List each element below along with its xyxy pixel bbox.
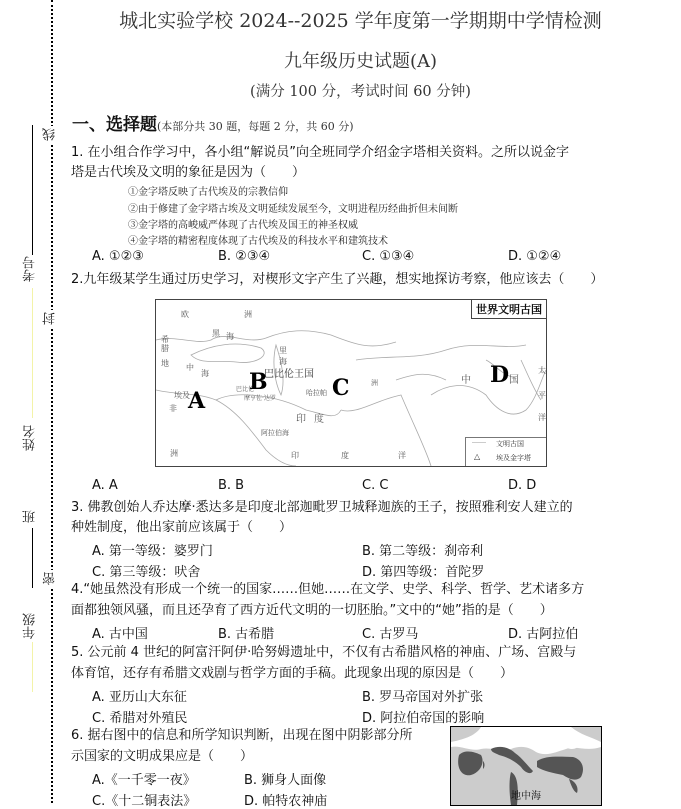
map-letter-b: B (249, 369, 268, 395)
option-b[interactable]: B. 古希腊 (218, 627, 275, 642)
map-label: 非 (169, 404, 177, 413)
question-text: 1. 在小组合作学习中，各小组“解说员”向全班同学介绍金字塔相关资料。之所以说金字 (71, 145, 570, 160)
option-a[interactable]: A. ①②③ (92, 249, 144, 264)
map-label: 海 (226, 332, 234, 341)
mediterranean-map (450, 726, 602, 806)
map-label: 平 (538, 391, 546, 400)
option-b[interactable]: B. 第二等级：刹帝利 (362, 544, 484, 559)
map-label: 度 (314, 414, 324, 425)
map-legend (465, 437, 546, 466)
statement: ④金字塔的精密程度体现了古代埃及的科技水平和建筑技术 (128, 236, 388, 247)
exam-subtitle: 九年级历史试题(A) (283, 51, 438, 72)
option-a[interactable]: A. A (92, 478, 118, 493)
question-text: 示国家的文明成果应是（ ） (71, 749, 254, 764)
option-c[interactable]: C. ①③④ (362, 249, 415, 264)
statement: ①金字塔反映了古代埃及的宗教信仰 (128, 187, 288, 198)
question-text: 2.九年级某学生通过历史学习，对楔形文字产生了兴趣，想实地探访考察，他应该去（ ） (71, 272, 604, 287)
map-label: 度 (341, 451, 349, 460)
legend-civilization: 文明古国 (496, 440, 524, 448)
option-c[interactable]: C. C (362, 478, 389, 493)
bind-mark-line: 线 (43, 128, 58, 141)
question-text: 5. 公元前 4 世纪的阿富汗阿伊·哈努姆遗址中，不仅有古希腊风格的神庙、广场、宫殿与 (71, 645, 577, 660)
question-text: 4.“她虽然没有形成一个统一的国家……但她……在文学、史学、科学、哲学、艺术诸多方 (71, 582, 585, 597)
map-title: 世界文明古国 (471, 300, 546, 319)
map-label: 阿拉伯海 (261, 429, 289, 437)
world-civilizations-map (155, 299, 547, 467)
map-label: 巴比伦 (236, 386, 255, 393)
statement: ③金字塔的高峻威严体现了古代埃及国王的神圣权威 (128, 220, 358, 231)
mediterranean-label: 地中海 (511, 791, 541, 802)
legend-pyramid: 埃及金字塔 (496, 454, 531, 462)
question-text: 6. 据右图中的信息和所学知识判断，出现在图中阴影部分所 (71, 728, 413, 743)
question-text: 塔是古代埃及文明的象征是因为（ ） (71, 165, 306, 180)
question-text: 面都独领风骚，而且还孕育了西方近代文明的一切胚胎。”文中的“她”指的是（ ） (71, 603, 553, 618)
triangle-icon: △ (474, 452, 481, 461)
exam-number-line (32, 125, 33, 255)
map-letter-c: C (332, 375, 350, 401)
option-a[interactable]: A.《一千零一夜》 (92, 773, 196, 788)
option-d[interactable]: D. 阿拉伯帝国的影响 (362, 711, 485, 726)
bind-mark-seal: 封 (43, 312, 58, 325)
map-label: 中 (186, 363, 194, 372)
grade-line (32, 642, 33, 692)
option-a[interactable]: A. 亚历山大东征 (92, 690, 187, 705)
statement: ②由于修建了金字塔古埃及文明延续发展至今，文明进程历经曲折但未间断 (128, 204, 458, 215)
exam-title: 城北实验学校 2024--2025 学年度第一学期期中学情检测 (119, 10, 602, 32)
section-note: (本部分共 30 题，每题 2 分，共 60 分) (157, 120, 354, 133)
name-label: 姓名 (23, 425, 38, 451)
question-text: 种姓制度，他出家前应该属于（ ） (71, 520, 293, 535)
map-label: 印 (296, 414, 306, 425)
bind-mark-secret: 密 (43, 572, 58, 585)
option-c[interactable]: C. 古罗马 (362, 627, 419, 642)
map-label: 里 (279, 346, 287, 355)
map-label: 希腊 (161, 335, 169, 353)
option-d[interactable]: D. 第四等级：首陀罗 (362, 565, 485, 580)
option-a[interactable]: A. 古中国 (92, 627, 148, 642)
map-label: 摩亨佐·达罗 (244, 395, 276, 402)
option-c[interactable]: C.《十二铜表法》 (92, 794, 197, 809)
option-b[interactable]: B. ②③④ (218, 249, 271, 264)
map-label: 洋 (538, 413, 546, 422)
section-heading (72, 110, 354, 135)
map-label: 黑 (212, 329, 220, 338)
map-label: 洲 (371, 379, 378, 387)
option-a[interactable]: A. 第一等级：婆罗门 (92, 544, 213, 559)
exam-number-label: 考号 (23, 256, 38, 282)
map-label: 海 (279, 357, 287, 366)
option-d[interactable]: D. ①②④ (508, 249, 562, 264)
section-title: 一、选择题 (72, 115, 157, 135)
map-letter-a: A (188, 388, 206, 414)
map-letter-d: D (490, 362, 510, 388)
option-b[interactable]: B. 狮身人面像 (244, 773, 327, 788)
grade-label: 年级 (23, 613, 38, 639)
exam-info: (满分 100 分，考试时间 60 分钟) (250, 84, 471, 100)
map-label-babylon-kingdom: 巴比伦王国 (264, 369, 314, 380)
map-label: 海 (201, 369, 209, 378)
class-line (32, 528, 33, 588)
option-d[interactable]: D. 帕特农神庙 (244, 794, 328, 809)
map-label: 洲 (244, 310, 252, 319)
option-b[interactable]: B. 罗马帝国对外扩张 (362, 690, 484, 705)
name-line (32, 288, 33, 418)
option-d[interactable]: D. 古阿拉伯 (508, 627, 579, 642)
class-label: 班 (23, 510, 38, 523)
option-c[interactable]: C. 希腊对外殖民 (92, 711, 188, 726)
question-text: 3. 佛教创始人乔达摩·悉达多是印度北部迦毗罗卫城释迦族的王子，按照雅利安人建立的 (71, 500, 573, 515)
map-label: 太 (538, 366, 546, 375)
map-label: 埃及 (174, 391, 190, 400)
map-label: 欧 (181, 310, 189, 319)
map-label: 印 (291, 451, 299, 460)
map-label: 洋 (398, 451, 406, 460)
map-label: 国 (509, 375, 519, 386)
question-text: 体育馆，还存有希腊文戏剧与哲学方面的手稿。此现象出现的原因是（ ） (71, 666, 514, 681)
map-label: 地 (161, 359, 169, 368)
map-label: 中 (461, 375, 471, 386)
option-d[interactable]: D. D (508, 478, 537, 493)
legend-civilization-swatch (472, 442, 486, 443)
map-label: 哈拉帕 (306, 389, 327, 397)
binding-dotted-line (51, 0, 53, 803)
option-c[interactable]: C. 第三等级：吠舍 (92, 565, 201, 580)
option-b[interactable]: B. B (218, 478, 245, 493)
map-label: 洲 (170, 449, 178, 458)
